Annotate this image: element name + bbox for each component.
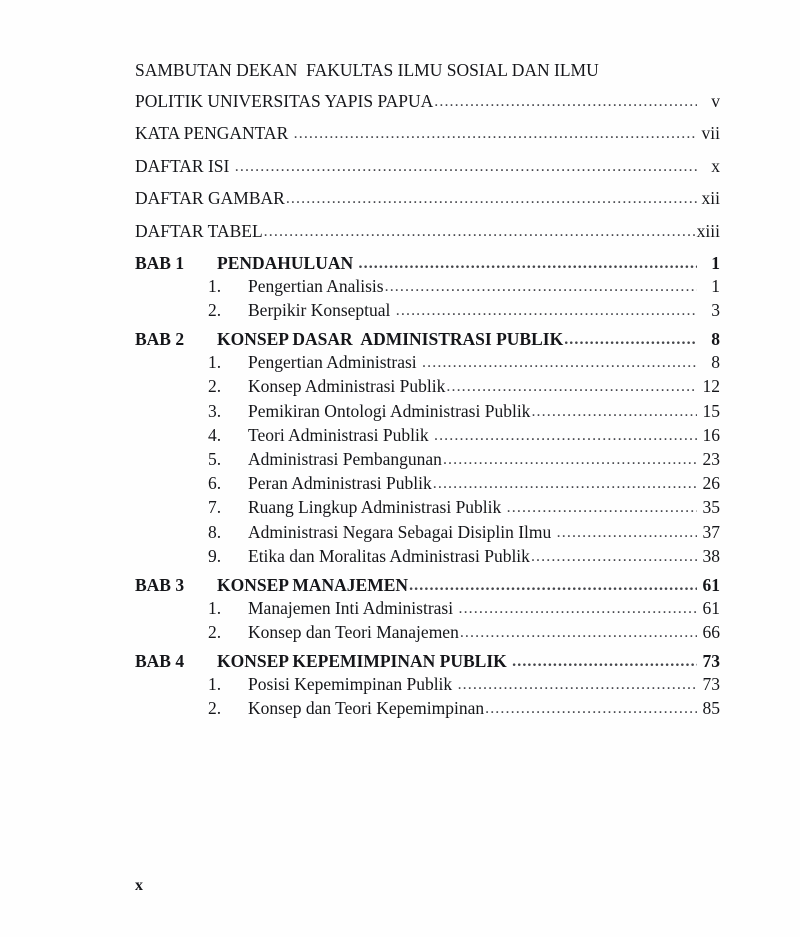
dot-leader [422,355,697,371]
dot-leader [512,654,697,670]
toc-chapter-entry[interactable] [135,331,720,349]
toc-front-matter-entry[interactable] [135,125,720,143]
dot-leader [286,191,697,207]
dot-leader [446,379,697,395]
toc-section-page-number: 1 [711,276,720,296]
toc-section-entry[interactable] [135,475,720,493]
dot-leader [434,94,697,110]
toc-section-page-number: 37 [702,521,720,542]
toc-section-entry[interactable] [135,278,720,296]
dot-leader [433,476,697,492]
dot-leader [531,549,697,565]
dot-leader [460,625,697,641]
toc-section-entry[interactable] [135,673,720,694]
toc-section-number: 2. [208,698,222,719]
toc-section-number: 1. [208,673,222,694]
dot-leader [235,159,697,175]
toc-chapter-label: BAB 2 [135,329,185,350]
toc-section-page-number: 61 [702,597,720,618]
dot-leader [485,701,697,717]
dot-leader [434,428,697,444]
toc-section-number: 5. [208,448,222,469]
toc-entry-title: DAFTAR TABEL [135,220,263,241]
dot-leader [396,303,697,319]
toc-section-title: Etika dan Moralitas Administrasi Publik [248,545,530,566]
dot-leader [294,126,697,142]
toc-section-entry[interactable] [135,621,720,642]
toc-section-number: 9. [208,545,222,566]
toc-section-page-number: 23 [702,448,720,469]
toc-section-title: Manajemen Inti Administrasi [248,597,458,618]
table-of-contents [135,62,720,724]
toc-chapter-entry[interactable] [135,650,720,671]
toc-chapter-title: KONSEP MANAJEMEN [217,574,409,595]
toc-section-page-number: 15 [702,400,720,421]
dot-leader [443,452,697,468]
toc-section-page-number: 26 [702,473,720,494]
toc-section-title: Pemikiran Ontologi Administrasi Publik [248,400,531,421]
toc-section-title: Teori Administrasi Publik [248,424,433,445]
toc-section-number: 6. [208,473,222,494]
toc-section-title: Posisi Kepemimpinan Publik [248,673,457,694]
toc-section-title: Administrasi Pembangunan [248,448,442,469]
dot-leader [507,500,697,516]
toc-section-number: 2. [208,621,222,642]
toc-section-number: 4. [208,424,222,445]
toc-section-entry[interactable] [135,597,720,618]
dot-leader [359,256,698,272]
toc-front-matter-entry[interactable] [135,62,720,111]
toc-section-title: Pengertian Administrasi [248,352,422,373]
toc-section-entry[interactable] [135,378,720,396]
toc-chapter-entry[interactable] [135,255,720,273]
toc-chapter-title: KONSEP DASAR ADMINISTRASI PUBLIK [217,329,564,350]
toc-section-number: 1. [208,276,222,296]
toc-chapter-label: BAB 3 [135,574,185,595]
toc-front-matter-entry[interactable] [135,220,720,241]
toc-section-number: 3. [208,400,222,421]
toc-section-number: 2. [208,376,222,397]
dot-leader [458,601,697,617]
toc-chapter-title: KONSEP KEPEMIMPINAN PUBLIK [217,650,512,671]
toc-entry-last-line [135,90,720,111]
toc-section-title: Administrasi Negara Sebagai Disiplin Ilmu [248,521,556,542]
toc-section-page-number: 73 [702,673,720,694]
toc-entry-title: KATA PENGANTAR [135,123,293,143]
toc-section-entry[interactable] [135,400,720,421]
toc-section-number: 8. [208,521,222,542]
toc-section-page-number: 8 [711,352,720,373]
toc-section-page-number: 12 [702,376,720,397]
toc-section-page-number: 38 [702,545,720,566]
toc-section-page-number: 35 [702,497,720,518]
dot-leader [531,404,697,420]
toc-front-matter-entry[interactable] [135,155,720,176]
toc-section-title: Konsep dan Teori Kepemimpinan [248,698,485,719]
toc-section-number: 1. [208,597,222,618]
toc-chapter-page-number: 8 [711,329,720,350]
dot-leader [385,279,697,295]
toc-chapter-page-number: 1 [711,253,720,273]
toc-section-title: Peran Administrasi Publik [248,473,432,494]
toc-section-entry[interactable] [135,499,720,517]
toc-entry-title: DAFTAR ISI [135,155,234,176]
toc-section-number: 1. [208,352,222,373]
toc-chapter-label: BAB 4 [135,650,185,671]
toc-section-page-number: 85 [702,698,720,719]
toc-section-entry[interactable] [135,354,720,372]
toc-section-entry[interactable] [135,424,720,445]
toc-section-entry[interactable] [135,545,720,566]
toc-section-entry[interactable] [135,448,720,469]
toc-section-page-number: 3 [711,300,720,321]
toc-front-matter-entry[interactable] [135,190,720,208]
toc-section-number: 7. [208,497,222,518]
toc-entry-title: DAFTAR GAMBAR [135,188,285,208]
toc-entry-page-number: v [711,90,720,111]
toc-section-title: Berpikir Konseptual [248,300,395,321]
toc-entry-page-number: x [711,155,720,176]
toc-section-title: Ruang Lingkup Administrasi Publik [248,497,506,518]
toc-chapter-title: PENDAHULUAN [217,253,358,273]
toc-section-entry[interactable] [135,700,720,718]
toc-chapter-page-number: 61 [702,574,720,595]
toc-entry-page-number: xii [701,188,720,208]
toc-section-entry[interactable] [135,521,720,542]
toc-section-title: Konsep Administrasi Publik [248,376,446,397]
toc-entry-page-number: vii [701,123,720,143]
dot-leader [564,332,697,348]
toc-section-title: Konsep dan Teori Manajemen [248,621,459,642]
toc-chapter-label: BAB 1 [135,253,185,273]
toc-entry-title-line: POLITIK UNIVERSITAS YAPIS PAPUA [135,90,434,111]
page-number-footer: x [135,877,143,894]
toc-entry-page-number: xiii [696,220,720,241]
dot-leader [264,224,696,240]
toc-section-number: 2. [208,300,222,321]
toc-section-title: Pengertian Analisis [248,276,384,296]
dot-leader [458,677,697,693]
toc-chapter-page-number: 73 [702,650,720,671]
dot-leader [557,525,697,541]
toc-section-entry[interactable] [135,302,720,320]
toc-entry-title-line: SAMBUTAN DEKAN FAKULTAS ILMU SOSIAL DAN ILMU [135,60,599,80]
toc-section-page-number: 66 [702,621,720,642]
dot-leader [409,578,697,594]
toc-chapter-entry[interactable] [135,574,720,595]
toc-section-page-number: 16 [702,424,720,445]
